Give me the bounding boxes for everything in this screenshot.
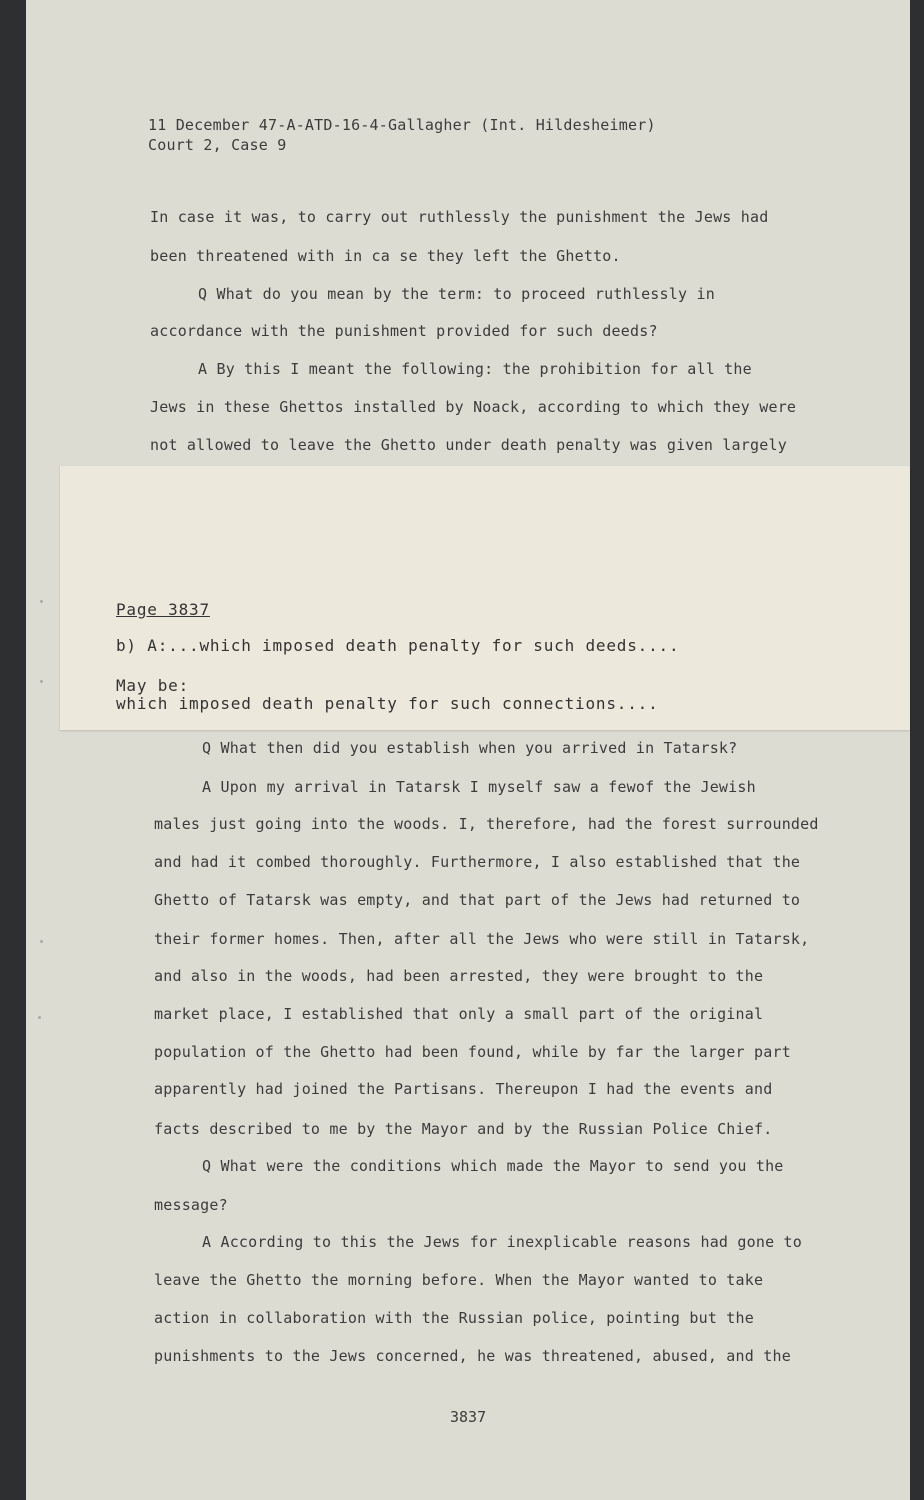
header-line-2: Court 2, Case 9: [148, 136, 287, 154]
margin-mark: [38, 1016, 41, 1019]
text-line: been threatened with in ca se they left the Ghetto.: [150, 247, 621, 265]
text-line: Q What then did you establish when you arrived in Tatarsk?: [202, 739, 738, 757]
slip-line-2: May be:: [116, 676, 190, 695]
slip-page-reference: Page 3837: [116, 600, 210, 619]
document-page: [26, 0, 910, 1500]
slip-line-3: which imposed death penalty for such connections....: [116, 694, 659, 713]
text-line: males just going into the woods. I, therefore, had the forest surrounded: [154, 815, 819, 833]
text-line: action in collaboration with the Russian police, pointing but the: [154, 1309, 754, 1327]
text-line: message?: [154, 1196, 228, 1214]
text-line: Ghetto of Tatarsk was empty, and that part of the Jews had returned to: [154, 891, 801, 909]
margin-mark: [40, 940, 43, 943]
text-line: facts described to me by the Mayor and by the Russian Police Chief.: [154, 1120, 773, 1138]
text-line: Q What were the conditions which made the Mayor to send you the: [202, 1157, 784, 1175]
text-line: market place, I established that only a small part of the original: [154, 1005, 764, 1023]
text-line: punishments to the Jews concerned, he was threatened, abused, and the: [154, 1347, 791, 1365]
margin-mark: [40, 680, 43, 683]
text-line: accordance with the punishment provided for such deeds?: [150, 322, 658, 340]
text-line: Jews in these Ghettos installed by Noack, according to which they were: [150, 398, 797, 416]
text-line: not allowed to leave the Ghetto under death penalty was given largely: [150, 436, 787, 454]
text-line: apparently had joined the Partisans. Thereupon I had the events and: [154, 1080, 773, 1098]
text-line: In case it was, to carry out ruthlessly the punishment the Jews had: [150, 208, 769, 226]
slip-line-1: b) A:...which imposed death penalty for such deeds....: [116, 636, 680, 655]
text-line: Q What do you mean by the term: to proceed ruthlessly in: [198, 285, 715, 303]
text-line: their former homes. Then, after all the Jews who were still in Tatarsk,: [154, 930, 810, 948]
text-line: A By this I meant the following: the prohibition for all the: [198, 360, 752, 378]
page-number: 3837: [450, 1408, 487, 1426]
text-line: and also in the woods, had been arrested, they were brought to the: [154, 967, 764, 985]
text-line: and had it combed thoroughly. Furthermore, I also established that the: [154, 853, 801, 871]
text-line: leave the Ghetto the morning before. When the Mayor wanted to take: [154, 1271, 764, 1289]
header-line-1: 11 December 47-A-ATD-16-4-Gallagher (Int. Hildesheimer): [148, 116, 656, 134]
text-line: A According to this the Jews for inexplicable reasons had gone to: [202, 1233, 802, 1251]
correction-slip: [60, 466, 910, 730]
text-line: A Upon my arrival in Tatarsk I myself saw a fewof the Jewish: [202, 778, 756, 796]
text-line: population of the Ghetto had been found, while by far the larger part: [154, 1043, 791, 1061]
margin-mark: [40, 600, 43, 603]
